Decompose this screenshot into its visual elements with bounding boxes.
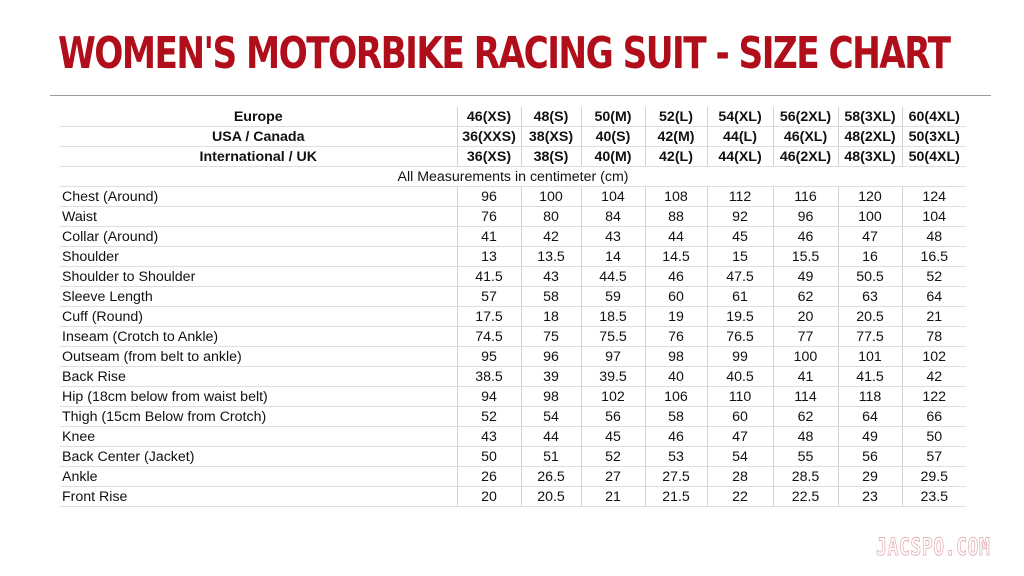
size-header-cell: 54(XL) xyxy=(707,107,773,127)
measurement-value: 29 xyxy=(838,467,902,487)
measurement-value: 60 xyxy=(707,407,773,427)
measurement-value: 23 xyxy=(838,487,902,507)
measurement-label: Back Rise xyxy=(60,367,457,387)
measurement-value: 15.5 xyxy=(773,247,838,267)
measurement-value: 44 xyxy=(521,427,581,447)
measurement-value: 102 xyxy=(902,347,966,367)
measurement-value: 27 xyxy=(581,467,645,487)
measurement-value: 16 xyxy=(838,247,902,267)
table-row xyxy=(60,487,966,507)
title-divider xyxy=(50,95,991,96)
size-header-cell: 36(XXS) xyxy=(457,127,521,147)
measurement-value: 20 xyxy=(457,487,521,507)
measurement-value: 28 xyxy=(707,467,773,487)
table-row xyxy=(60,267,966,287)
measurement-label: Back Center (Jacket) xyxy=(60,447,457,467)
measurement-value: 26 xyxy=(457,467,521,487)
measurement-value: 39 xyxy=(521,367,581,387)
measurement-value: 20 xyxy=(773,307,838,327)
measurement-value: 48 xyxy=(773,427,838,447)
measurement-value: 95 xyxy=(457,347,521,367)
measurement-value: 17.5 xyxy=(457,307,521,327)
units-note: All Measurements in centimeter (cm) xyxy=(60,167,966,187)
measurement-value: 50 xyxy=(902,427,966,447)
table-row xyxy=(60,407,966,427)
measurement-value: 78 xyxy=(902,327,966,347)
table-row xyxy=(60,327,966,347)
measurement-value: 118 xyxy=(838,387,902,407)
measurement-value: 13 xyxy=(457,247,521,267)
measurement-value: 104 xyxy=(581,187,645,207)
measurement-value: 52 xyxy=(902,267,966,287)
measurement-value: 39.5 xyxy=(581,367,645,387)
measurement-value: 46 xyxy=(645,427,707,447)
measurement-value: 62 xyxy=(773,287,838,307)
measurement-label: Ankle xyxy=(60,467,457,487)
measurement-value: 64 xyxy=(902,287,966,307)
measurement-value: 92 xyxy=(707,207,773,227)
size-header-cell: 56(2XL) xyxy=(773,107,838,127)
size-header-cell: 38(S) xyxy=(521,147,581,167)
measurement-value: 114 xyxy=(773,387,838,407)
measurement-label: Waist xyxy=(60,207,457,227)
measurement-value: 97 xyxy=(581,347,645,367)
size-system-label: International / UK xyxy=(60,147,457,167)
measurement-value: 40.5 xyxy=(707,367,773,387)
measurement-value: 122 xyxy=(902,387,966,407)
measurement-value: 54 xyxy=(707,447,773,467)
measurement-label: Outseam (from belt to ankle) xyxy=(60,347,457,367)
size-header-row xyxy=(60,127,966,147)
measurement-value: 21 xyxy=(581,487,645,507)
size-header-cell: 36(XS) xyxy=(457,147,521,167)
measurement-value: 63 xyxy=(838,287,902,307)
measurement-value: 60 xyxy=(645,287,707,307)
measurement-value: 57 xyxy=(457,287,521,307)
measurement-value: 44.5 xyxy=(581,267,645,287)
measurement-value: 77.5 xyxy=(838,327,902,347)
measurement-value: 77 xyxy=(773,327,838,347)
size-header-cell: 58(3XL) xyxy=(838,107,902,127)
measurement-value: 66 xyxy=(902,407,966,427)
measurement-value: 75.5 xyxy=(581,327,645,347)
size-header-cell: 40(S) xyxy=(581,127,645,147)
measurement-value: 55 xyxy=(773,447,838,467)
measurement-value: 51 xyxy=(521,447,581,467)
measurement-value: 41.5 xyxy=(457,267,521,287)
table-row xyxy=(60,427,966,447)
measurement-value: 14 xyxy=(581,247,645,267)
size-header-cell: 50(4XL) xyxy=(902,147,966,167)
size-header-cell: 40(M) xyxy=(581,147,645,167)
measurement-value: 58 xyxy=(645,407,707,427)
size-header-cell: 44(L) xyxy=(707,127,773,147)
measurement-value: 101 xyxy=(838,347,902,367)
measurement-value: 100 xyxy=(838,207,902,227)
measurement-value: 102 xyxy=(581,387,645,407)
size-chart-body xyxy=(60,107,966,507)
table-row xyxy=(60,187,966,207)
size-header-cell: 48(S) xyxy=(521,107,581,127)
table-row xyxy=(60,467,966,487)
measurement-value: 45 xyxy=(707,227,773,247)
measurement-value: 22 xyxy=(707,487,773,507)
measurement-value: 22.5 xyxy=(773,487,838,507)
measurement-value: 42 xyxy=(521,227,581,247)
measurement-value: 84 xyxy=(581,207,645,227)
table-row xyxy=(60,227,966,247)
size-header-row xyxy=(60,107,966,127)
measurement-value: 28.5 xyxy=(773,467,838,487)
measurement-value: 40 xyxy=(645,367,707,387)
measurement-value: 47 xyxy=(838,227,902,247)
measurement-value: 48 xyxy=(902,227,966,247)
measurement-value: 19.5 xyxy=(707,307,773,327)
measurement-value: 120 xyxy=(838,187,902,207)
table-row xyxy=(60,347,966,367)
measurement-label: Sleeve Length xyxy=(60,287,457,307)
measurement-value: 99 xyxy=(707,347,773,367)
measurement-value: 15 xyxy=(707,247,773,267)
measurement-value: 110 xyxy=(707,387,773,407)
measurement-value: 59 xyxy=(581,287,645,307)
size-header-cell: 44(XL) xyxy=(707,147,773,167)
measurement-label: Thigh (15cm Below from Crotch) xyxy=(60,407,457,427)
measurement-value: 49 xyxy=(838,427,902,447)
measurement-label: Inseam (Crotch to Ankle) xyxy=(60,327,457,347)
measurement-label: Shoulder xyxy=(60,247,457,267)
size-header-cell: 46(XL) xyxy=(773,127,838,147)
measurement-value: 43 xyxy=(457,427,521,447)
measurement-value: 41.5 xyxy=(838,367,902,387)
measurement-label: Hip (18cm below from waist belt) xyxy=(60,387,457,407)
measurement-value: 44 xyxy=(645,227,707,247)
measurement-value: 56 xyxy=(581,407,645,427)
measurement-value: 43 xyxy=(581,227,645,247)
measurement-label: Knee xyxy=(60,427,457,447)
measurement-value: 94 xyxy=(457,387,521,407)
size-header-cell: 50(M) xyxy=(581,107,645,127)
size-header-cell: 38(XS) xyxy=(521,127,581,147)
measurement-value: 20.5 xyxy=(838,307,902,327)
measurement-value: 46 xyxy=(773,227,838,247)
measurement-value: 108 xyxy=(645,187,707,207)
measurement-value: 88 xyxy=(645,207,707,227)
measurement-value: 49 xyxy=(773,267,838,287)
measurement-value: 38.5 xyxy=(457,367,521,387)
measurement-value: 41 xyxy=(773,367,838,387)
measurement-value: 98 xyxy=(521,387,581,407)
measurement-value: 50.5 xyxy=(838,267,902,287)
measurement-value: 57 xyxy=(902,447,966,467)
measurement-value: 64 xyxy=(838,407,902,427)
watermark: JACSPO.COM xyxy=(875,533,990,561)
size-header-cell: 60(4XL) xyxy=(902,107,966,127)
size-system-label: Europe xyxy=(60,107,457,127)
measurement-value: 21.5 xyxy=(645,487,707,507)
measurement-value: 43 xyxy=(521,267,581,287)
size-header-cell: 46(2XL) xyxy=(773,147,838,167)
measurement-value: 75 xyxy=(521,327,581,347)
measurement-value: 124 xyxy=(902,187,966,207)
table-row xyxy=(60,287,966,307)
table-row xyxy=(60,447,966,467)
measurement-value: 41 xyxy=(457,227,521,247)
measurement-label: Shoulder to Shoulder xyxy=(60,267,457,287)
size-header-cell: 52(L) xyxy=(645,107,707,127)
size-header-cell: 50(3XL) xyxy=(902,127,966,147)
measurement-value: 47 xyxy=(707,427,773,447)
measurement-value: 27.5 xyxy=(645,467,707,487)
measurement-label: Cuff (Round) xyxy=(60,307,457,327)
measurement-value: 100 xyxy=(521,187,581,207)
size-chart-table xyxy=(60,107,966,507)
size-header-cell: 48(2XL) xyxy=(838,127,902,147)
measurement-value: 54 xyxy=(521,407,581,427)
measurement-value: 80 xyxy=(521,207,581,227)
measurement-value: 53 xyxy=(645,447,707,467)
units-note-row xyxy=(60,167,966,187)
measurement-label: Chest (Around) xyxy=(60,187,457,207)
measurement-value: 76 xyxy=(457,207,521,227)
measurement-label: Front Rise xyxy=(60,487,457,507)
measurement-value: 20.5 xyxy=(521,487,581,507)
measurement-value: 21 xyxy=(902,307,966,327)
measurement-value: 74.5 xyxy=(457,327,521,347)
measurement-value: 96 xyxy=(457,187,521,207)
measurement-value: 98 xyxy=(645,347,707,367)
table-row xyxy=(60,307,966,327)
size-header-cell: 42(L) xyxy=(645,147,707,167)
size-header-cell: 46(XS) xyxy=(457,107,521,127)
measurement-value: 50 xyxy=(457,447,521,467)
measurement-value: 46 xyxy=(645,267,707,287)
measurement-value: 116 xyxy=(773,187,838,207)
measurement-value: 58 xyxy=(521,287,581,307)
measurement-value: 52 xyxy=(457,407,521,427)
measurement-value: 45 xyxy=(581,427,645,447)
measurement-value: 56 xyxy=(838,447,902,467)
measurement-value: 100 xyxy=(773,347,838,367)
measurement-value: 19 xyxy=(645,307,707,327)
measurement-value: 13.5 xyxy=(521,247,581,267)
size-header-row xyxy=(60,147,966,167)
measurement-value: 42 xyxy=(902,367,966,387)
page-title: WOMEN'S MOTORBIKE RACING SUIT - SIZE CHART xyxy=(58,28,950,79)
measurement-value: 29.5 xyxy=(902,467,966,487)
table-row xyxy=(60,207,966,227)
measurement-value: 18 xyxy=(521,307,581,327)
measurement-label: Collar (Around) xyxy=(60,227,457,247)
measurement-value: 23.5 xyxy=(902,487,966,507)
table-row xyxy=(60,247,966,267)
size-system-label: USA / Canada xyxy=(60,127,457,147)
measurement-value: 16.5 xyxy=(902,247,966,267)
measurement-value: 96 xyxy=(773,207,838,227)
measurement-value: 62 xyxy=(773,407,838,427)
measurement-value: 112 xyxy=(707,187,773,207)
measurement-value: 14.5 xyxy=(645,247,707,267)
table-row xyxy=(60,387,966,407)
measurement-value: 18.5 xyxy=(581,307,645,327)
measurement-value: 76 xyxy=(645,327,707,347)
size-header-cell: 48(3XL) xyxy=(838,147,902,167)
table-row xyxy=(60,367,966,387)
measurement-value: 61 xyxy=(707,287,773,307)
measurement-value: 26.5 xyxy=(521,467,581,487)
measurement-value: 96 xyxy=(521,347,581,367)
measurement-value: 47.5 xyxy=(707,267,773,287)
measurement-value: 76.5 xyxy=(707,327,773,347)
measurement-value: 52 xyxy=(581,447,645,467)
measurement-value: 106 xyxy=(645,387,707,407)
measurement-value: 104 xyxy=(902,207,966,227)
size-header-cell: 42(M) xyxy=(645,127,707,147)
